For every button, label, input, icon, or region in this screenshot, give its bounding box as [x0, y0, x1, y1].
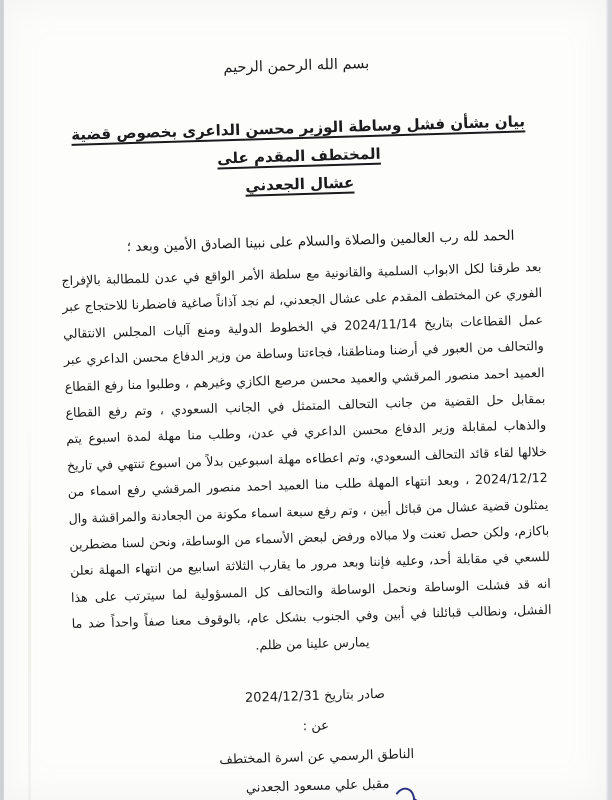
issue-block — [14, 680, 612, 800]
signer-name: مقبل علي مسعود الجعدني — [245, 776, 390, 797]
basmala-text: بسم الله الرحمن الرحيم — [223, 55, 370, 77]
spokesperson-title: الناطق الرسمي عن اسرة المختطف — [219, 747, 415, 768]
statement-title-line2: عشال الجعدني — [245, 173, 355, 195]
statement-title — [52, 107, 546, 206]
issued-date-line: صادر بتاريخ 2024/12/31 — [244, 686, 386, 707]
from-label: عن : — [302, 718, 330, 735]
body-paragraph: بعد طرقنا لكل الابواب السلمية والقانونية مع سلطة الأمر الواقع في عدن للمطالبة بالإفراج الفوري عن المختطف المقدم على عشال الجعدني، لم نجد آذاناً صاغية فاضطرنا للاحتجاج عبر عمل القطاعات بتاريخ 2024/11/14 في الخطوط الدولية ومنع آليات المجلس الانتقالي والتحالف من العبور في أرضنا ومناطقنا، فجاءتنا وساطة من وزير الدفاع محسن الداعري عبر العميد احمد منصور المرقشي والعميد محسن مرصع الكازي وغيرهم ، وطلبوا منا رفع القطاع بمقابل حل القضية من جانب التحالف المتمثل في الجانب السعودي ، وتم رفع القطاع والذهاب لمقابلة وزير الدفاع محسن الداعري في عدن، وطلب منا مهلة لمدة اسبوع يتم خلالها لقاء قائد التحالف السعودي، وتم اعطاءه مهلة اسبوعين بدلاً من اسبوع تنتهي في تاريخ 2024/12/12 ، وبعد انتهاء المهلة طلب منا العميد احمد منصور المرقشي رفع اسماء من يمثلون قضية عشال من قبائل أبين ، وتم رفع سبعة اسماء مكونة من الجعادنة والمراقشة وال باكازم، ولكن حصل تعنت ولا مبالاه ورفض لبعض الأسماء من الوساطة، ونحن لسنا مضطرين للسعي في مقابلة أحد، وعليه فإننا وبعد مرور ما يقارب الثلاثة اسابيع من انتهاء المهلة نعلن انه قد فشلت الوساطة ونحمل الوساطة والتحالف كل المسؤولية لما سيترتب على هذا الفشل، ونطالب قبائلنا في أبين وفي الجنوب بشكل عام، بالوقوف معنا صفاً واحداً ضد ما يمارس علينا من ظلم. — [61, 258, 552, 653]
statement-title-line1: بيان بشأن فشل وساطة الوزير محسن الداعرى بخصوص قضية المختطف المقدم على — [71, 112, 526, 168]
paper-sheet — [4, 0, 606, 800]
salutation-line: الحمد لله رب العالمين والصلاة والسلام على نبينا الصادق الأمين وبعد ؛ — [126, 227, 515, 256]
